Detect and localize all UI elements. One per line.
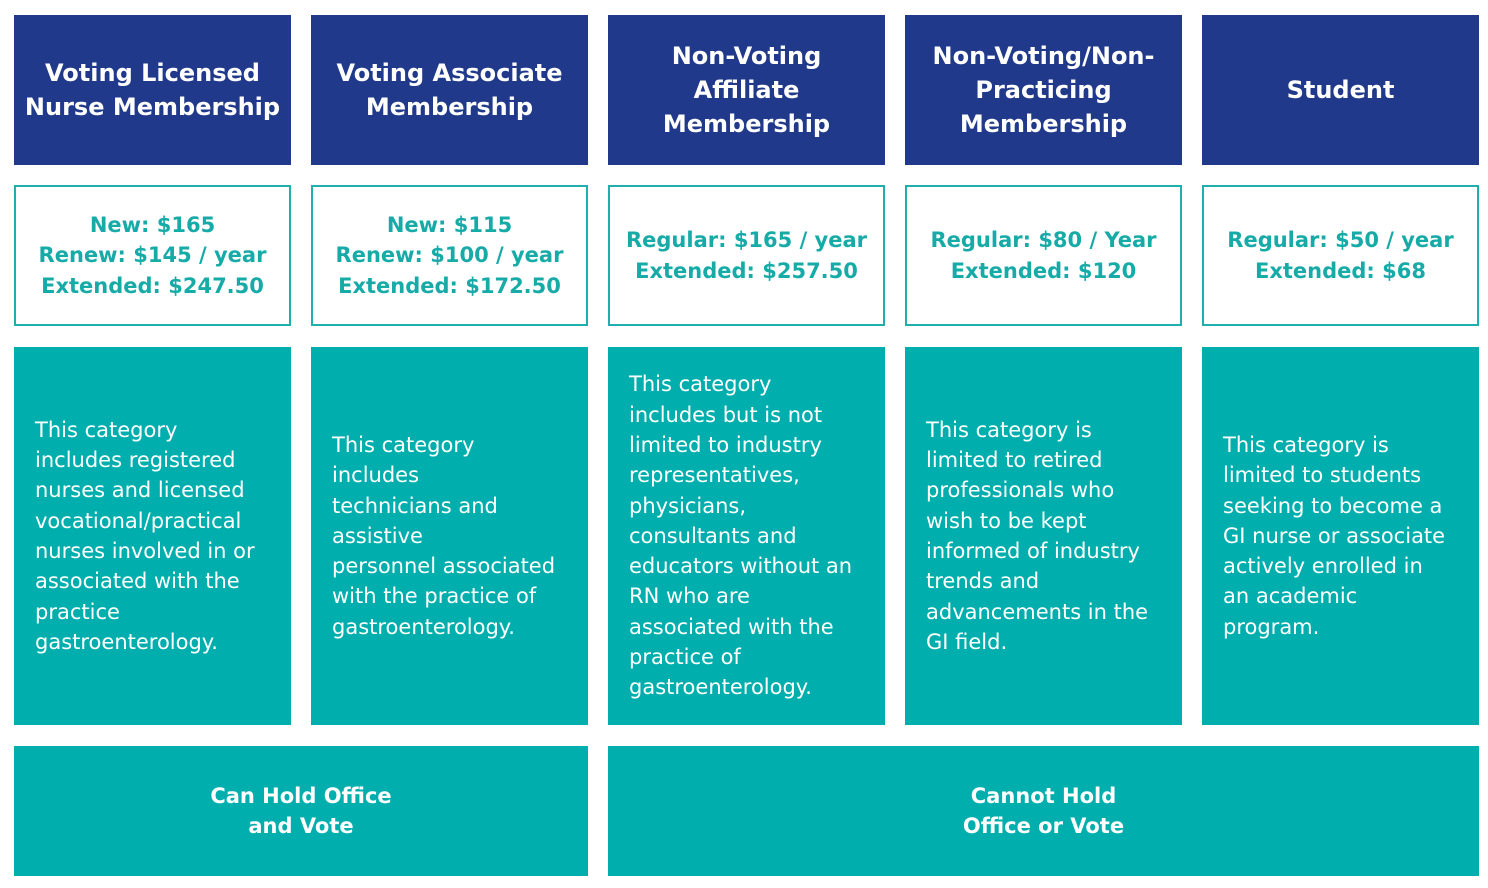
description-line: trends and (926, 569, 1040, 594)
description-line: professionals who (926, 478, 1115, 503)
description-line: technicians and (332, 493, 498, 518)
description-line: This category is (926, 417, 1092, 442)
price-line: Extended: $172.50 (338, 273, 561, 298)
pricing-non-voting-non-practicing (905, 185, 1182, 326)
description-line: assistive (332, 523, 423, 548)
description-line: limited to industry (629, 432, 822, 457)
price-line: Extended: $257.50 (635, 258, 858, 283)
description-non-voting-non-practicing (905, 347, 1182, 725)
header-line: Student (1286, 76, 1395, 104)
description-line: practice (35, 599, 120, 624)
description-line: This category (35, 417, 178, 442)
banner-line: Can Hold Office (210, 783, 392, 808)
price-line: Renew: $100 / year (335, 243, 564, 268)
price-line: Regular: $50 / year (1227, 228, 1454, 252)
description-line: informed of industry (926, 539, 1140, 563)
description-line: practice of (629, 645, 741, 670)
description-line: includes (332, 463, 420, 488)
banner-line: Cannot Hold (970, 783, 1117, 808)
description-line: includes registered (35, 448, 236, 473)
description-line: gastroenterology. (629, 675, 812, 700)
description-line: GI field. (926, 629, 1008, 654)
price-line: Regular: $165 / year (625, 228, 868, 252)
header-line: Practicing (975, 76, 1112, 104)
description-line: limited to students (1223, 463, 1422, 488)
description-line: seeking to become a (1223, 493, 1443, 518)
price-line: Extended: $247.50 (41, 273, 264, 298)
description-line: vocational/practical (35, 508, 242, 533)
description-line: associated with the (629, 614, 834, 639)
description-line: gastroenterology. (332, 614, 515, 639)
description-student (1202, 347, 1479, 725)
description-line: associated with the (35, 569, 240, 594)
price-line: Extended: $68 (1255, 258, 1426, 283)
description-line: educators without an (629, 554, 853, 579)
description-line: an academic (1223, 584, 1358, 609)
description-line: GI nurse or associate (1223, 523, 1446, 548)
description-line: This category is (1223, 432, 1389, 457)
pricing-student (1202, 185, 1479, 326)
header-line: Membership (662, 110, 831, 138)
header-line: Membership (365, 93, 534, 121)
description-non-voting-affiliate (608, 347, 885, 725)
description-line: wish to be kept (926, 508, 1087, 533)
header-line: Non-Voting/Non- (932, 42, 1155, 70)
description-line: nurses and licensed (35, 478, 245, 503)
header-voting-licensed (14, 15, 291, 165)
price-line: Regular: $80 / Year (930, 228, 1157, 252)
description-line: limited to retired (926, 448, 1103, 473)
description-line: nurses involved in or (35, 539, 255, 563)
header-voting-associate (311, 15, 588, 165)
description-line: personnel associated (332, 554, 556, 579)
header-non-voting-non-practicing (905, 15, 1182, 165)
header-line: Affiliate (693, 76, 800, 104)
header-line: Membership (959, 110, 1128, 138)
description-line: consultants and (629, 523, 797, 548)
cannot-hold-office-banner (608, 746, 1479, 876)
description-line: program. (1223, 614, 1320, 639)
price-line: Extended: $120 (950, 258, 1137, 283)
description-voting-associate (311, 347, 588, 725)
header-line: Non-Voting (671, 42, 822, 70)
pricing-voting-associate (311, 185, 588, 326)
description-line: RN who are (629, 584, 750, 609)
description-line: actively enrolled in (1223, 554, 1423, 579)
price-line: New: $165 (89, 212, 216, 237)
description-line: advancements in the (926, 599, 1149, 624)
banner-line: and Vote (248, 814, 354, 838)
description-line: This category (629, 372, 772, 397)
description-line: with the practice of (332, 584, 537, 609)
can-hold-office-banner (14, 746, 588, 876)
description-line: This category (332, 432, 475, 457)
pricing-non-voting-affiliate (608, 185, 885, 326)
description-line: physicians, (629, 493, 747, 518)
header-line: Voting Licensed (45, 59, 260, 87)
price-line: New: $115 (386, 212, 513, 237)
description-line: representatives, (629, 463, 800, 488)
header-non-voting-affiliate (608, 15, 885, 165)
pricing-voting-licensed (14, 185, 291, 326)
banner-line: Office or Vote (962, 814, 1125, 838)
description-line: gastroenterology. (35, 629, 218, 654)
header-student (1202, 15, 1479, 165)
price-line: Renew: $145 / year (38, 243, 267, 268)
header-line: Nurse Membership (24, 93, 281, 121)
header-line: Voting Associate (336, 59, 563, 87)
description-voting-licensed (14, 347, 291, 725)
description-line: includes but is not (629, 402, 823, 427)
